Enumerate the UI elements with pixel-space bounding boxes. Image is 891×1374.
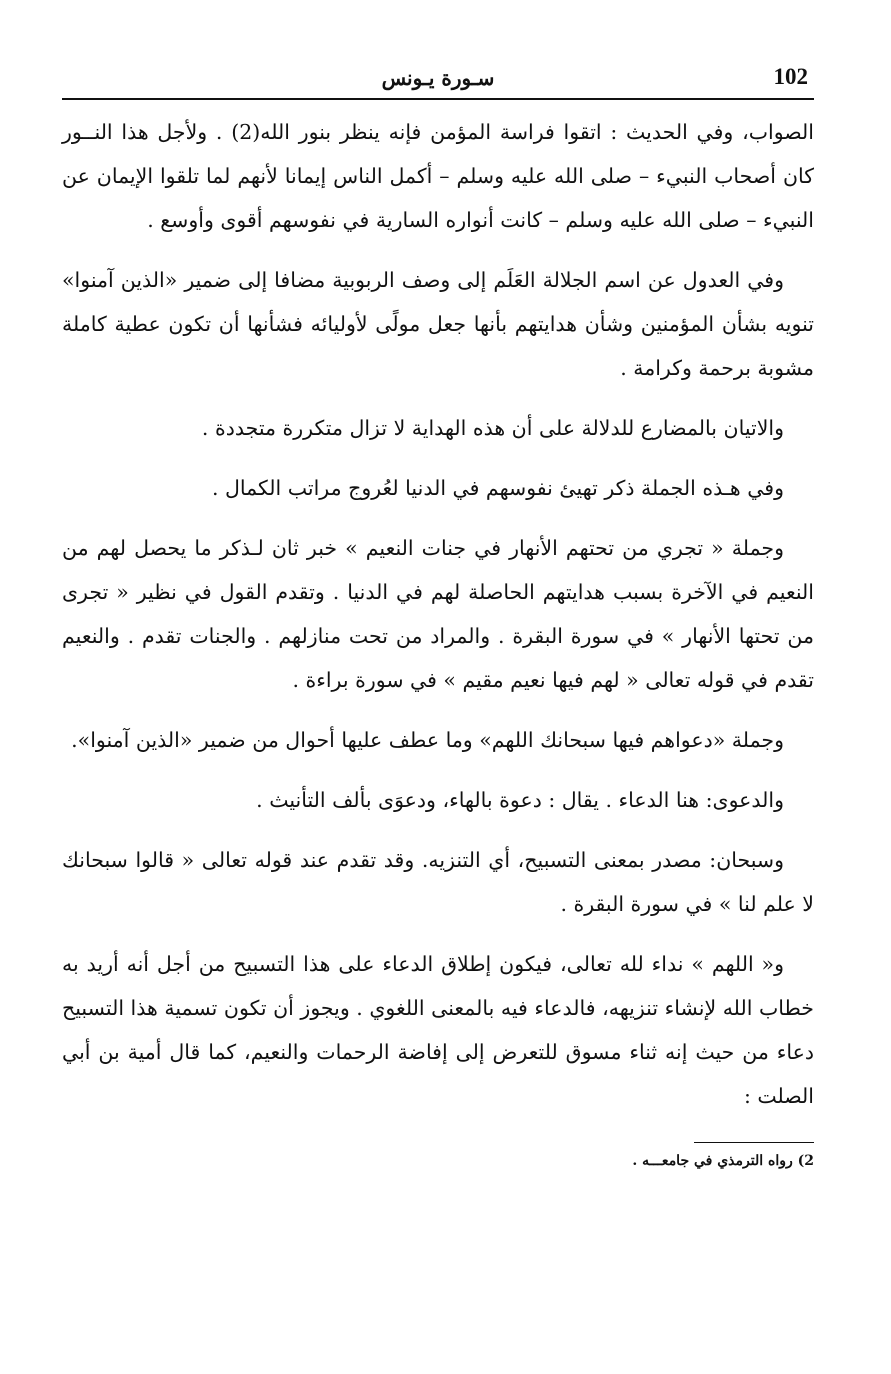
paragraph: والاتيان بالمضارع للدلالة على أن هذه الهداية لا تزال متكررة متجددة . [201, 416, 784, 440]
footnote: 2) رواه الترمذي في جامعـــه . [632, 1153, 814, 1169]
page-header [62, 58, 814, 100]
page-body [62, 110, 814, 1118]
page-number: 102 [773, 64, 808, 89]
paragraph: وجملة « تجري من تحتهم الأنهار في جنات النعيم » خبر ثان لـذكر ما يحصل لهم من النعيم في الآخرة بسبب هدايتهم الحاصلة لهم في الدنيا . وتقدم القول في نظير « تجرى من تحتها الأنهار » في سورة البقرة . والمراد من تحت منازلهم . والجنات تقدم . والنعيم تقدم في قوله تعالى « لهم فيها نعيم مقيم » في سورة براءة . [62, 536, 814, 692]
paragraph: وفي العدول عن اسم الجلالة العَلَم إلى وصف الربوبية مضافا إلى ضمير «الذين آمنوا» تنويه بشأن المؤمنين وشأن هدايتهم بأنها جعل مولًى لأوليائه فشأنها أن تكون عطية كاملة مشوبة برحمة وكرامة . [62, 268, 814, 380]
footnote-divider [694, 1142, 814, 1143]
paragraph: و« اللهم » نداء لله تعالى، فيكون إطلاق الدعاء على هذا التسبيح من أجل أنه أريد به خطاب الله لإنشاء تنزيهه، فالدعاء فيه بالمعنى اللغوي . ويجوز أن تكون تسمية هذا التسبيح دعاء من حيث إنه ثناء مسوق للتعرض إلى إفاضة الرحمات والنعيم، كما قال أمية بن أبي الصلت : [62, 952, 814, 1108]
paragraph: والدعوى: هنا الدعاء . يقال : دعوة بالهاء، ودعوَى بألف التأنيث . [256, 788, 784, 812]
paragraph: وفي هـذه الجملة ذكر تهيئ نفوسهم في الدنيا لعُروج مراتب الكمال . [211, 476, 784, 500]
paragraph: الصواب، وفي الحديث : اتقوا فراسة المؤمن فإنه ينظر بنور الله(2) . ولأجل هذا النــور كان أصحاب النبيء – صلى الله عليه وسلم – أكمل الناس إيمانا لأنهم لما تلقوا الإيمان عن النبيء – صلى الله عليه وسلم – كانت أنواره السارية في نفوسهم أقوى وأوسع . [62, 120, 814, 232]
book-page [62, 58, 814, 1338]
paragraph: وسبحان: مصدر بمعنى التسبيح، أي التنزيه. وقد تقدم عند قوله تعالى « قالوا سبحانك لا علم لنا » في سورة البقرة . [62, 848, 814, 916]
running-title: سـورة يـونس [381, 66, 495, 90]
paragraph: وجملة «دعواهم فيها سبحانك اللهم» وما عطف عليها أحوال من ضمير «الذين آمنوا». [71, 728, 784, 752]
